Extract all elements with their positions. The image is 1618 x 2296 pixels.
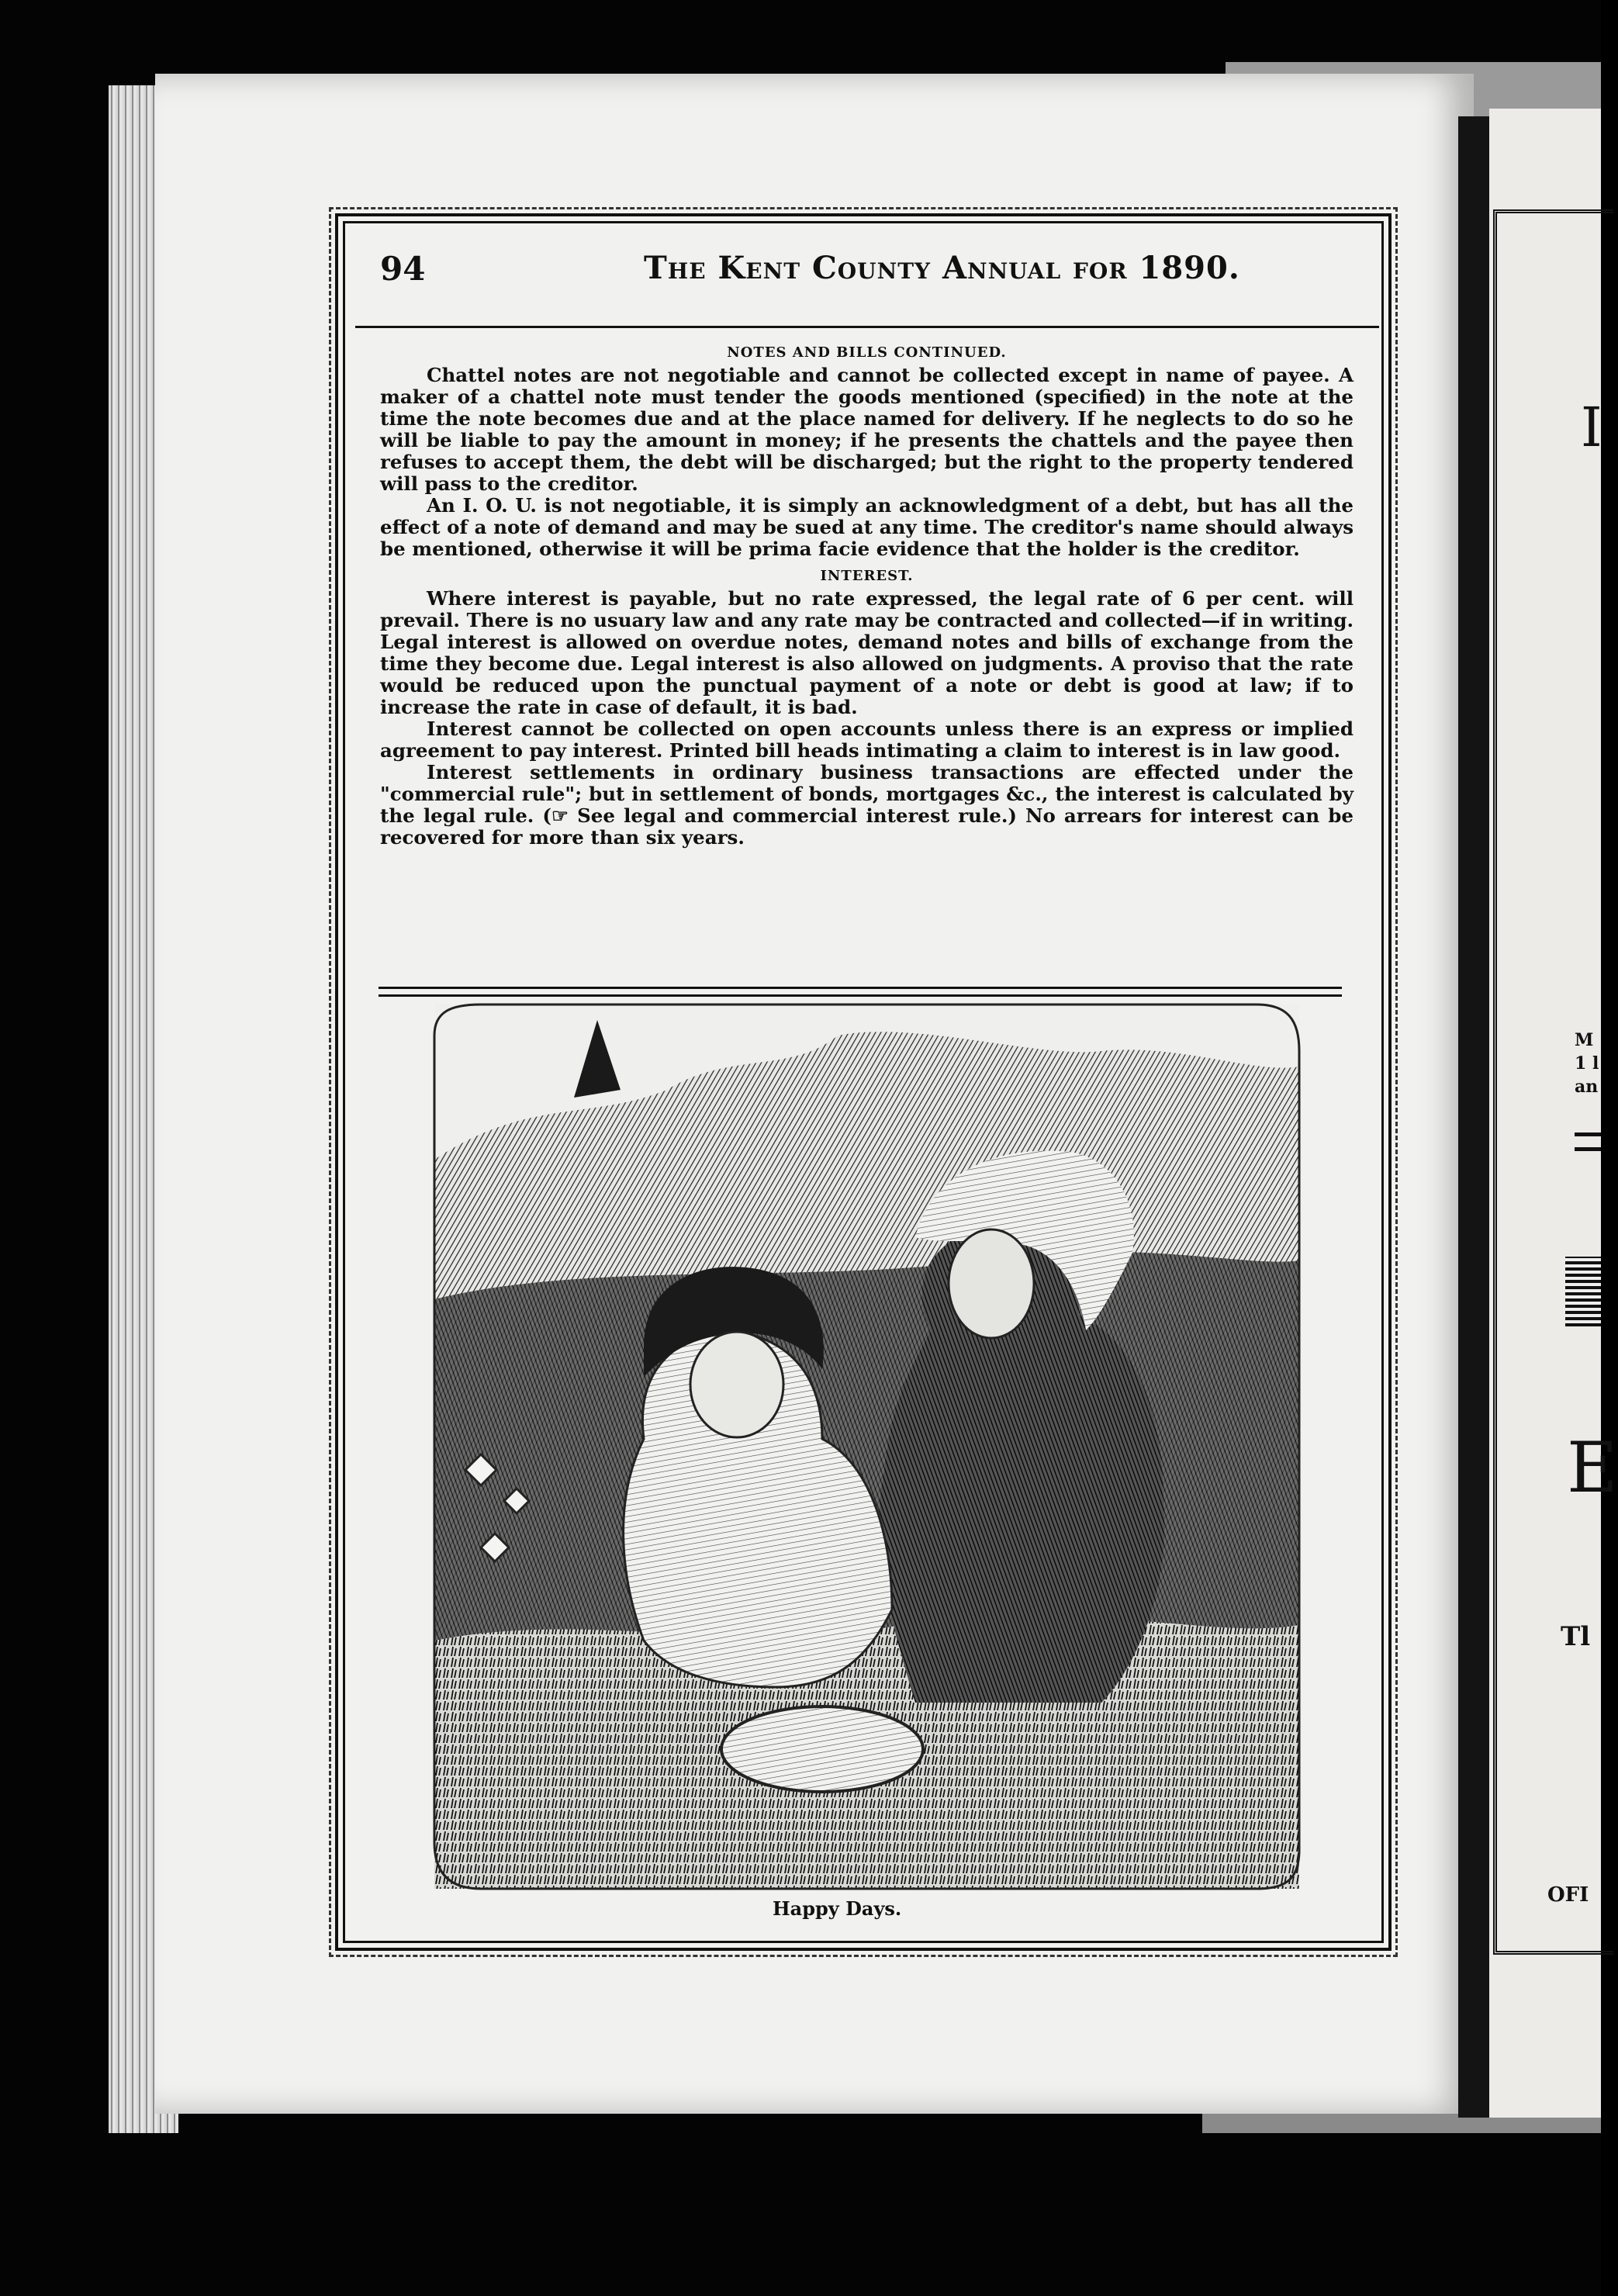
header-rule [355,326,1379,328]
facing-page-fragment: an [1575,1077,1599,1097]
facing-page-glyph-2: E [1567,1427,1618,1509]
paragraph: Interest cannot be collected on open accounts unless there is an express or implied agreement to pay interest. Printed bill heads intimating a claim to interest is in law good. [380,718,1354,762]
section-heading-interest: INTEREST. [820,568,914,584]
engraving-younger-face [690,1332,783,1437]
page-number: 94 [380,250,426,288]
facing-page-fragment: 1 l [1575,1053,1599,1074]
section-rule-top [379,987,1342,989]
paragraph: Interest settlements in ordinary business transactions are effected under the "commercial rule"; but in settlement of bonds, mortgages &c., the interest is calculated by the legal rule. (☞ See legal and commercial interest rule.) No arrears for interest can be recovered for more than six years. [380,761,1354,849]
engraving-hat [721,1706,923,1792]
paragraph: An I. O. U. is not negotiable, it is simply an acknowledgment of a debt, but has all the effect of a note of demand and may be sued at any time. The creditor's name should always be mentioned, otherwise it will be prima facie evidence that the holder is the creditor. [380,494,1354,560]
facing-page-fragment: Tl [1561,1621,1591,1652]
facing-page-fragment: OFI [1547,1883,1589,1907]
section-heading-notes: NOTES AND BILLS CONTINUED. [727,344,1007,361]
engraving-older-face [949,1229,1034,1338]
facing-page-ornament [1565,1257,1601,1326]
paragraph: Chattel notes are not negotiable and cannot be collected except in name of payee. A maker of a chattel note must tender the goods mentioned (specified) in the note at the time the note becomes due and at the place named for delivery. If he neglects to do so he will be liable to pay the amount in money; if he presents the chattels and the payee then refuses to accept them, the debt will be discharged; but the right to the property tendered will pass to the creditor. [380,364,1354,495]
facing-page-fragment: M [1575,1030,1594,1050]
paragraph: Where interest is payable, but no rate expressed, the legal rate of 6 per cent. will prevail. There is no usuary law and any rate may be contracted and collected—if in writing. Legal interest is allowed on overdue notes, demand notes and bills of exchange from the time they become due. Legal interest is also allowed on judgments. A proviso that the rate would be reduced upon the punctual payment of a note or debt is good at law; if to increase the rate in case of default, it is bad. [380,587,1354,718]
section-rule-bottom [379,994,1342,997]
book-gutter [1458,116,1489,2118]
illustration-caption: Happy Days. [773,1897,902,1920]
engraving-illustration [434,1004,1299,1889]
running-head: The Kent County Annual for 1890. [644,250,1240,286]
article-body [380,341,1354,849]
facing-page-glyph-1: I [1581,396,1602,459]
facing-page-rule [1575,1132,1601,1151]
